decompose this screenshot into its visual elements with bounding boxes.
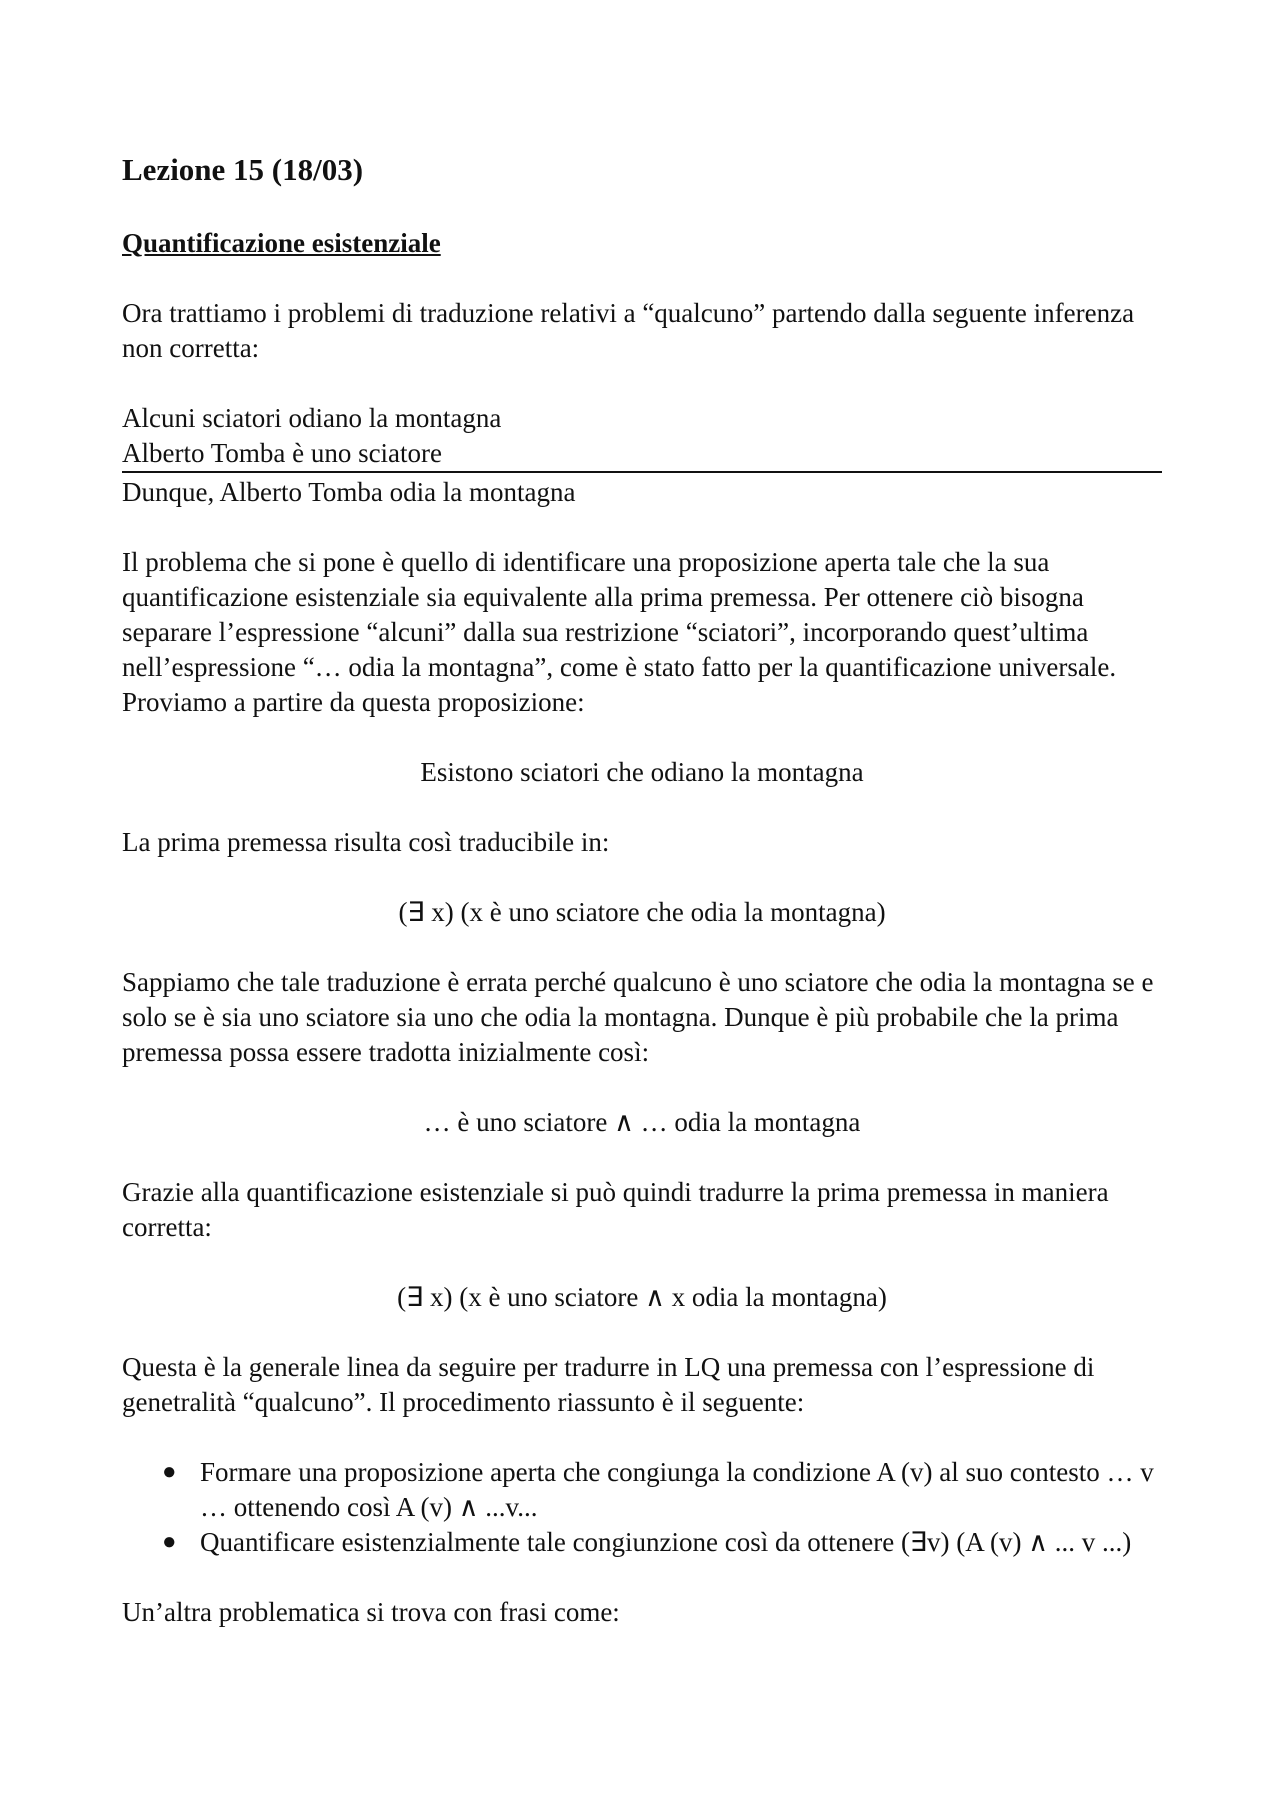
conclusion: Dunque, Alberto Tomba odia la montagna xyxy=(122,477,576,507)
lesson-title: Lezione 15 (18/03) xyxy=(122,152,364,187)
bullet-icon: ● xyxy=(162,1529,177,1555)
formula-3: … è uno sciatore ∧ … odia la montagna xyxy=(423,1107,861,1137)
paragraph-6: Un’altra problematica si trova con frasi come: xyxy=(122,1597,620,1627)
bullet-icon: ● xyxy=(162,1459,177,1485)
paragraph-2: La prima premessa risulta così traducibile in: xyxy=(122,827,610,857)
paragraph-4: Grazie alla quantificazione esistenziale si può quindi tradurre la prima premessa in maniera corretta: xyxy=(122,1177,1109,1242)
formula-1: Esistono sciatori che odiano la montagna xyxy=(420,757,864,787)
list-item xyxy=(162,1455,1162,1525)
section-title: Quantificazione esistenziale xyxy=(122,228,441,258)
syllogism xyxy=(122,401,1162,510)
premise-1: Alcuni sciatori odiano la montagna xyxy=(122,403,502,433)
paragraph-3: Sappiamo che tale traduzione è errata perché qualcuno è uno sciatore che odia la montagna se e solo se è sia uno sciatore sia uno che odia la montagna. Dunque è più probabile che la prima premessa possa essere tradotta inizialmente così: xyxy=(122,967,1154,1067)
formula-4: (∃ x) (x è uno sciatore ∧ x odia la montagna) xyxy=(397,1282,887,1312)
list-item xyxy=(162,1525,1162,1560)
formula-2: (∃ x) (x è uno sciatore che odia la montagna) xyxy=(398,897,886,927)
procedure-list xyxy=(122,1455,1162,1560)
paragraph-1: Il problema che si pone è quello di identificare una proposizione aperta tale che la sua quantificazione esistenziale sia equivalente alla prima premessa. Per ottenere ciò bisogna separare l’espressione “alcuni” dalla sua restrizione “sciatori”, incorporando quest’ultima nell’espressione “… odia la montagna”, come è stato fatto per la quantificazione universale. Proviamo a partire da questa proposizione: xyxy=(122,547,1117,717)
list-item-text: Formare una proposizione aperta che congiunga la condizione A (v) al suo contesto … v … ottenendo così A (v) ∧ ...v... xyxy=(200,1457,1154,1522)
document-page xyxy=(122,150,1162,1630)
list-item-text: Quantificare esistenzialmente tale congiunzione così da ottenere (∃v) (A (v) ∧ ... v ...) xyxy=(200,1527,1132,1557)
paragraph-5: Questa è la generale linea da seguire per tradurre in LQ una premessa con l’espressione di genetralità “qualcuno”. Il procedimento riassunto è il seguente: xyxy=(122,1352,1095,1417)
premise-2: Alberto Tomba è uno sciatore xyxy=(122,436,1162,473)
intro-paragraph: Ora trattiamo i problemi di traduzione relativi a “qualcuno” partendo dalla seguente inferenza non corretta: xyxy=(122,298,1135,363)
